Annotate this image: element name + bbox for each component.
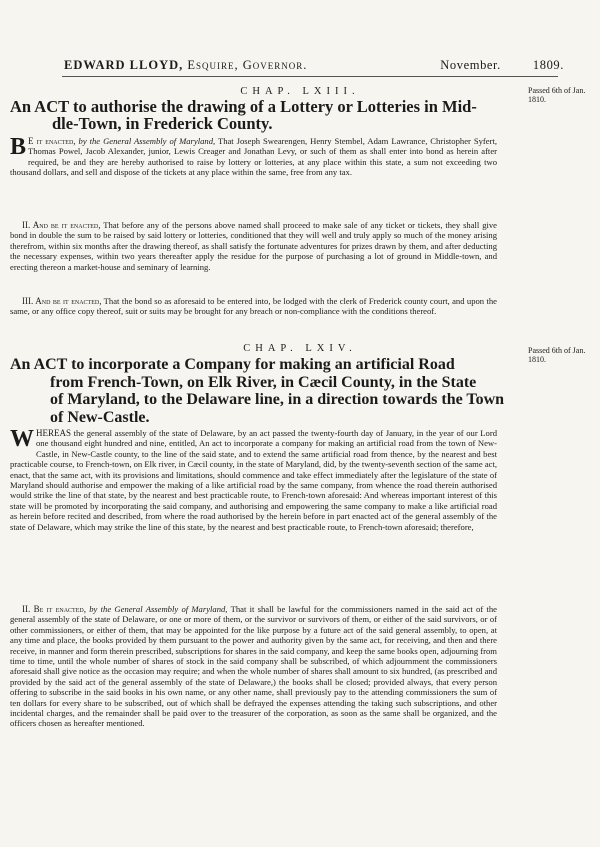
chapter-63-margin-note: Passed 6th of Jan. 1810. xyxy=(528,86,586,104)
governor-name: EDWARD LLOYD, xyxy=(64,58,184,72)
chapter-64-margin-note: Passed 6th of Jan. 1810. xyxy=(528,346,586,364)
chapter-63-number: CHAP. LXIII. xyxy=(240,86,360,97)
running-head xyxy=(64,58,564,73)
chapter-63-title-line-2: dle-Town, in Frederick County. xyxy=(52,114,273,133)
dropcap-b: B xyxy=(10,134,27,160)
session-month: November. xyxy=(440,58,501,72)
chapter-64-preamble: WHEREAS the general assembly of the state of Delaware, by an act passed the twenty-fourth day of January, in the year of our Lord one thousand eight hundred and nine, entitled, An act to incorporate a company for making an artificial road from the town of New-Castle, in New-Castle county, to the line of the said state, and to extend the same artificial road from thence, by the nearest and best practicable course, to French-town, on Elk river, in Cæcil county, in the state of Maryland, did, by the twenty-seventh section of the same act, enact, that the same act, with its provisions and limitations, should commence and take effect immediately after the legislature of the state of Maryland should authorise and empower the making of a like artificial road by the same company, from whence the road therein authorised would strike the line of that state, by the nearest and best practicable route, to French-town aforesaid: And whereas important interest of this state will be promoted by incorporating the said company, and authorising and empowering the same company to make a like artificial road as herein before recited and described, from where the road authorised by the herein before in part enacted act of the general assembly of the state of Delaware, which may strike the line of this state, by the nearest and best practicable route, to French-town aforesaid; therefore, xyxy=(10,426,497,532)
chapter-64-title-line-1: An ACT to incorporate a Company for making an artificial Road xyxy=(10,356,455,373)
chapter-64-title-line-2: from French-Town, on Elk River, in Cæcil County, in the State xyxy=(50,373,477,391)
chapter-64-section-2: II. Be it enacted, by the General Assembly of Maryland, That it shall be lawful for the commissioners named in the said act of the general assembly of the state of Delaware, or one or more of them, or the survivor or survivors of them, or either of the said survivors, or of other commissioners, or either of them, that may be appointed for the like purpose by a future act of the said general assembly, to open, at any time and place, the books provided by them pursuant to the power and authority given by the same act, for receiving, and then and there receive, in manner and form therein prescribed, subscriptions for shares in the said company, and keep the same books open, adjourning from time to time, until the whole number of shares of stock in the said company shall be subscribed, of which adjournment the commissioners aforesaid shall give notice as the occasion may require; and when the whole number of shares shall amount to six hundred, (as prescribed and provided by the said act of the general assembly of the state of Delaware,) the books shall be closed; provided always, that every person offering to subscribe in the said books in his own name, or any other name, shall previously pay to the attending commissioners the sum of ten dollars for every share to be subscribed, out of which shall be defrayed the expenses attending the taking such subscriptions, and other incidental charges, and the remainder shall be paid over to the treasurer of the corporation, as soon as the same shall be organized, and the officers chosen as hereafter mentioned. xyxy=(10,604,497,729)
chapter-63-section-2: II. And be it enacted, That before any of the persons above named shall proceed to make sale of any ticket or tickets, they shall give bond in double the sum to be raised by said lottery or lotteries, conditioned that they will well and truly apply so much of the money arising therefrom, within six months after the drawing thereof, as shall satisfy the fortunate adventures for prizes drawn by them, and after deducting the necessary expenses, within two years thereafter apply the residue for the purpose of purchasing a lot of ground in Middle-town, and erecting thereon a market-house and seminary of learning. xyxy=(10,220,497,272)
chapter-64-number: CHAP. LXIV. xyxy=(243,343,357,354)
governor-heading xyxy=(64,58,307,73)
chapter-64-title-line-4: of New-Castle. xyxy=(50,408,150,426)
chapter-64-title xyxy=(10,356,510,426)
chapter-63-title xyxy=(10,98,510,132)
governor-title: Esquire, Governor. xyxy=(187,58,308,72)
chapter-63-section-3: III. And be it enacted, That the bond so as aforesaid to be entered into, be lodged with the clerk of Frederick county court, and upon the same, or any office copy thereof, suit or suits may be brought for any breach or non-compliance with the conditions thereof. xyxy=(10,296,497,317)
chapter-63-title-line-1: An ACT to authorise the drawing of a Lottery or Lotteries in Mid- xyxy=(10,97,477,116)
chapter-64-title-line-3: of Maryland, to the Delaware line, in a direction towards the Town xyxy=(50,391,505,408)
header-rule xyxy=(62,76,558,77)
chapter-63-section-1: B E it enacted, by the General Assembly of Maryland, That Joseph Swearengen, Henry Stembel, Adam Lawrance, Christopher Syfert, Thomas Powel, Jacob Alexander, junior, Lewis Creager and Jonathan Levy, or such of them as shall enter into bond as herein after required, be and they are hereby authorised to raise by lottery or lotteries, at any place within this state, a sum not exceeding two thousand dollars, and sell and dispose of the tickets at any place within the same, free from any tax. xyxy=(10,134,497,178)
dropcap-w: W xyxy=(10,426,34,452)
session-year: 1809. xyxy=(532,58,564,72)
